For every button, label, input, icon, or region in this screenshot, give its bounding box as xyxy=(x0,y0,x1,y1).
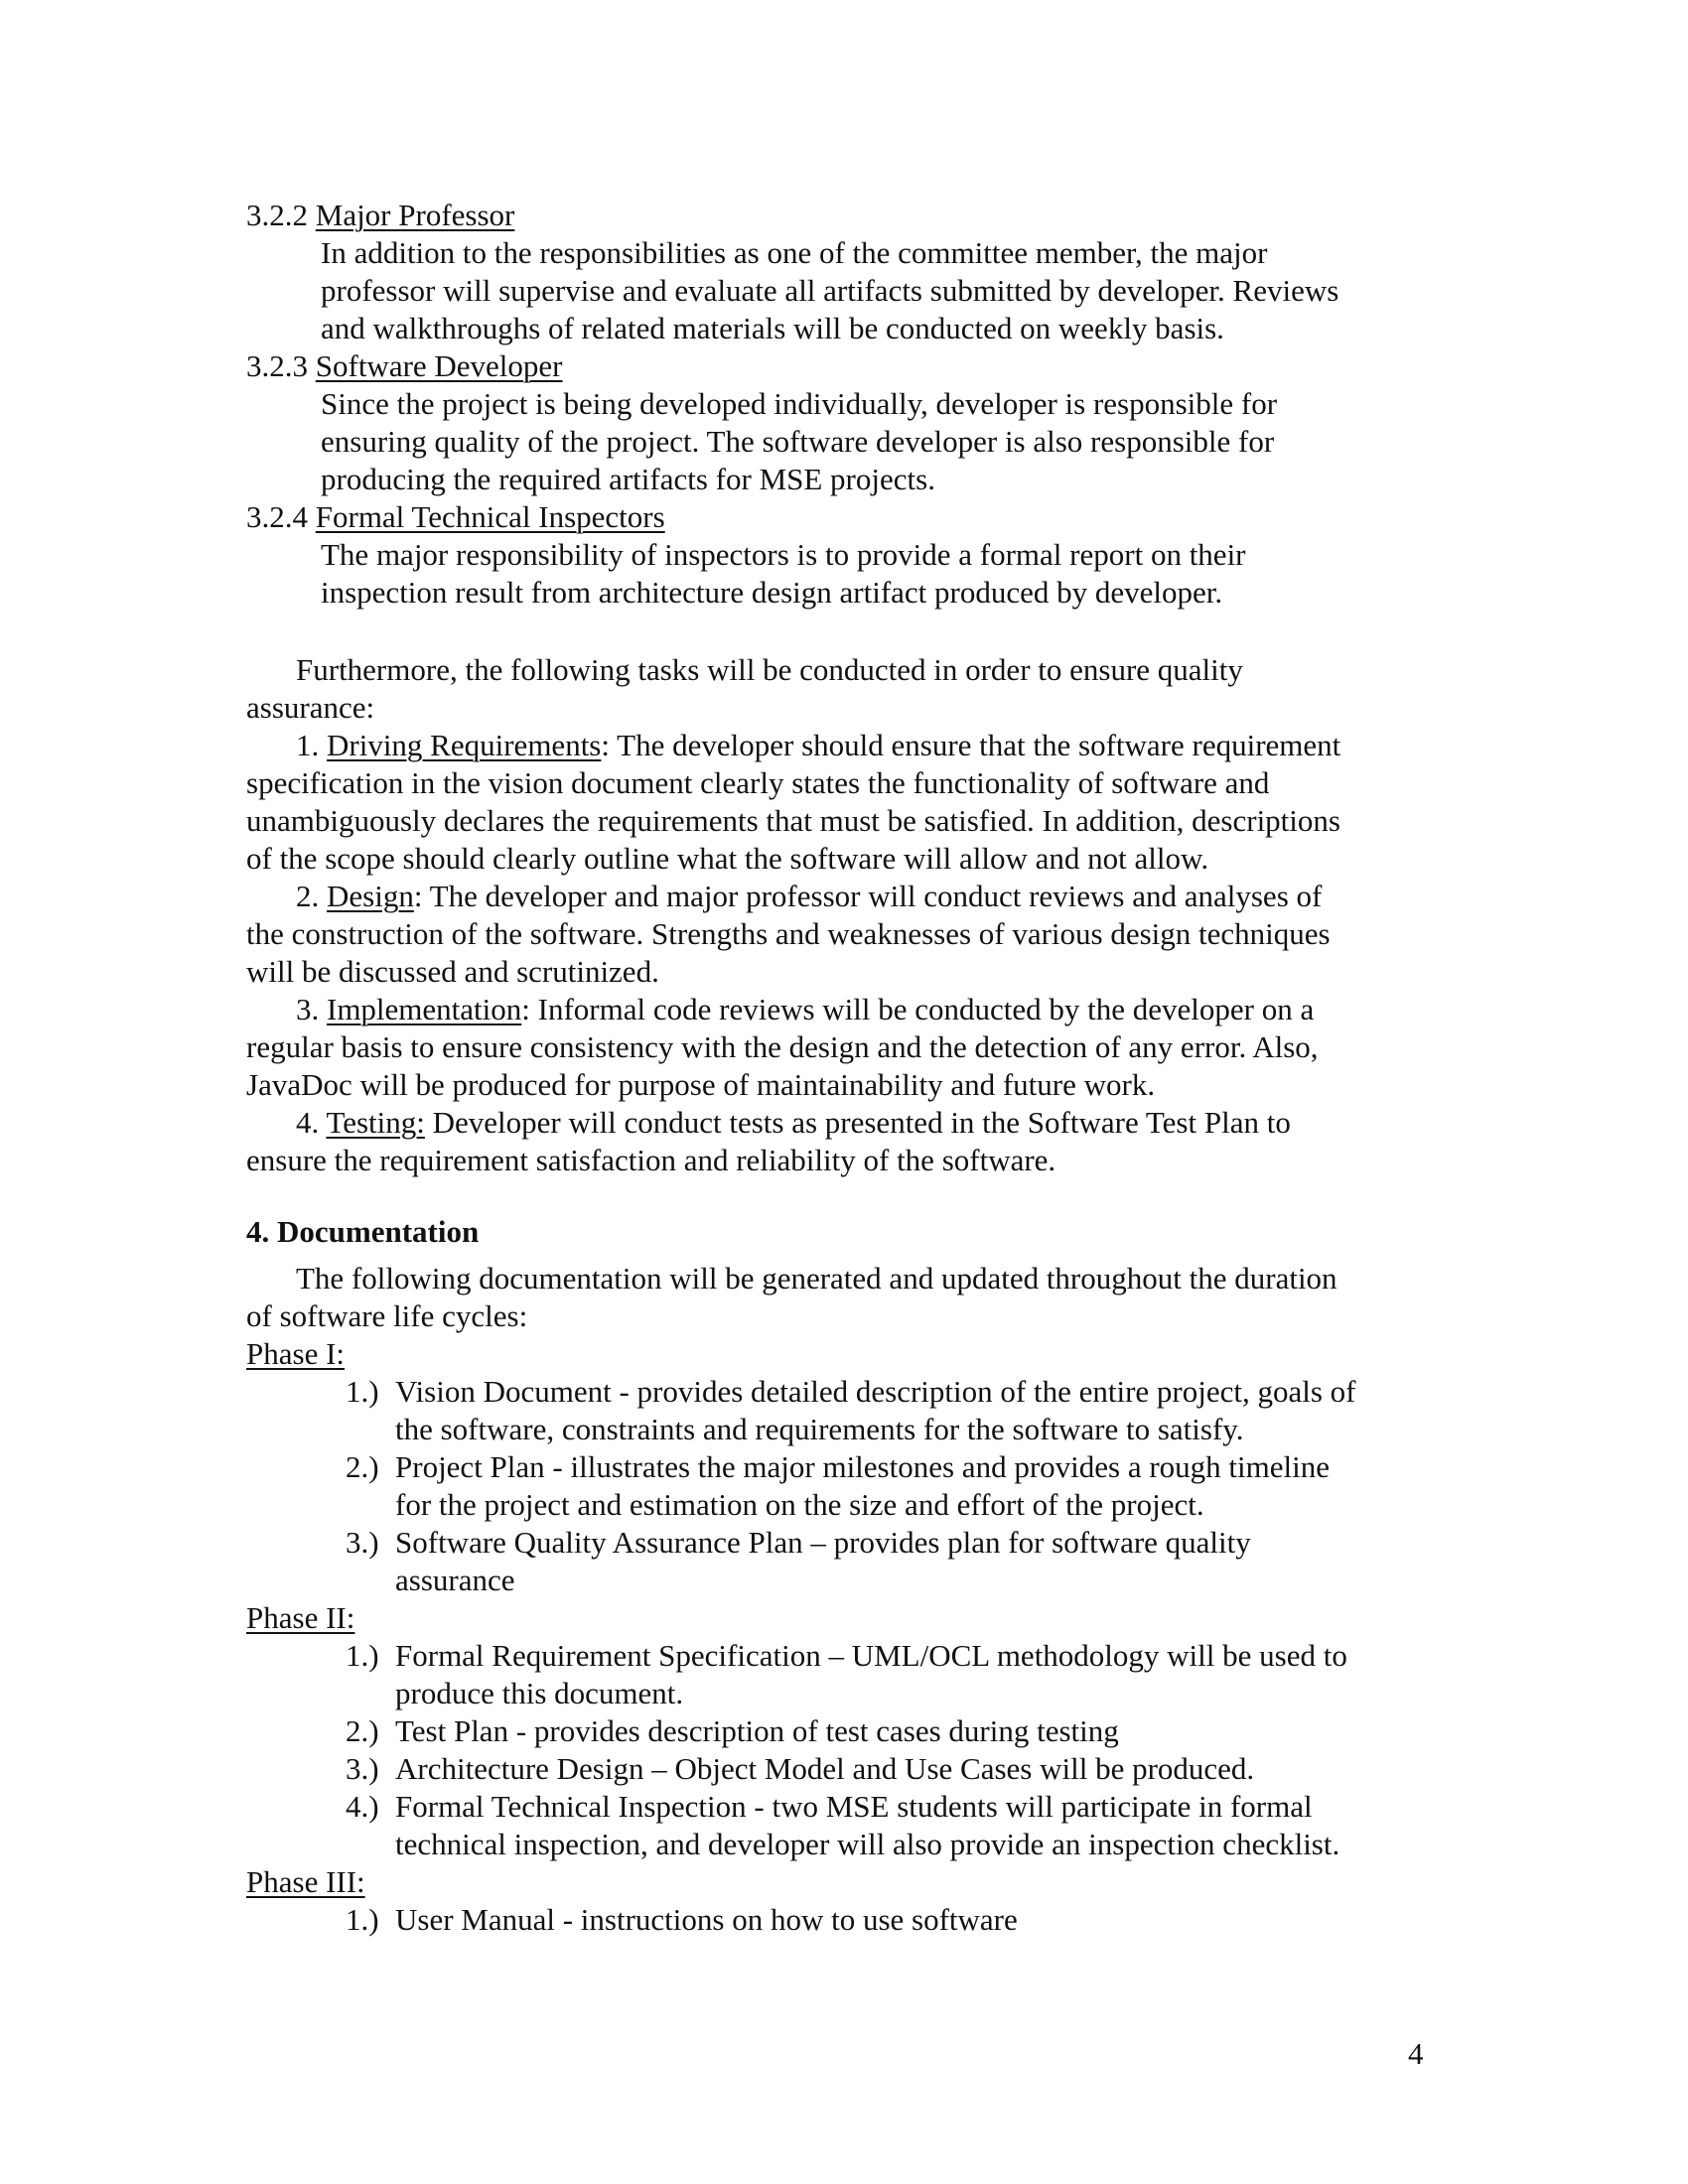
task-item-first-line xyxy=(296,991,1314,1028)
paragraph-line: ensuring quality of the project. The software developer is also responsible for xyxy=(321,424,1275,459)
paragraph-line: In addition to the responsibilities as one of the committee member, the major xyxy=(321,235,1268,270)
task-term: Driving Requirements xyxy=(327,728,602,762)
list-number: 3.) xyxy=(346,1751,379,1786)
task-text: : The developer and major professor will conduct reviews and analyses of xyxy=(413,879,1323,913)
paragraph-line: inspection result from architecture design artifact produced by developer. xyxy=(321,575,1223,610)
task-line: will be discussed and scrutinized. xyxy=(246,954,659,989)
list-item-line: Software Quality Assurance Plan – provides plan for software quality xyxy=(395,1525,1251,1560)
task-number: 4. xyxy=(296,1105,320,1140)
task-line: ensure the requirement satisfaction and reliability of the software. xyxy=(246,1143,1056,1177)
task-term: Design xyxy=(327,879,414,913)
section-322-heading xyxy=(246,197,514,234)
list-number: 1.) xyxy=(346,1374,379,1409)
task-text: : Informal code reviews will be conducted by the developer on a xyxy=(521,992,1315,1026)
task-line: of the scope should clearly outline what the software will allow and not allow. xyxy=(246,841,1209,876)
list-number: 1.) xyxy=(346,1902,379,1937)
section-324-heading xyxy=(246,498,665,536)
list-item-line: Test Plan - provides description of test cases during testing xyxy=(395,1713,1119,1748)
section-number: 3.2.3 xyxy=(246,348,308,383)
phase-3-label: Phase III: xyxy=(246,1864,365,1899)
list-item-line: assurance xyxy=(395,1563,515,1597)
task-text: : The developer should ensure that the software requirement xyxy=(601,728,1341,762)
list-number: 2.) xyxy=(346,1449,379,1484)
section-title: Software Developer xyxy=(315,348,563,383)
task-item-first-line xyxy=(296,727,1340,764)
task-number: 2. xyxy=(296,879,320,913)
tasks-intro-line: assurance: xyxy=(246,690,375,725)
task-item-first-line xyxy=(296,878,1322,915)
task-number: 1. xyxy=(296,728,320,762)
list-item-line: Formal Technical Inspection - two MSE students will participate in formal xyxy=(395,1789,1313,1824)
task-term: Implementation xyxy=(327,992,522,1026)
list-item-line: Formal Requirement Specification – UML/OCL methodology will be used to xyxy=(395,1638,1347,1673)
list-item-line: for the project and estimation on the size and effort of the project. xyxy=(395,1487,1204,1522)
section-title: Major Professor xyxy=(315,198,515,232)
task-line: JavaDoc will be produced for purpose of maintainability and future work. xyxy=(246,1067,1156,1102)
section-number: 3.2.4 xyxy=(246,499,308,534)
page-number: 4 xyxy=(1408,2036,1424,2071)
paragraph-line: and walkthroughs of related materials will be conducted on weekly basis. xyxy=(321,311,1224,345)
list-item-line: technical inspection, and developer will also provide an inspection checklist. xyxy=(395,1827,1340,1861)
task-term: Testing: xyxy=(326,1105,425,1140)
paragraph-line: professor will supervise and evaluate all artifacts submitted by developer. Reviews xyxy=(321,273,1339,308)
list-number: 3.) xyxy=(346,1525,379,1560)
task-line: unambiguously declares the requirements that must be satisfied. In addition, descriptions xyxy=(246,803,1340,838)
task-line: specification in the vision document clearly states the functionality of software and xyxy=(246,765,1270,800)
paragraph-line: The major responsibility of inspectors is to provide a formal report on their xyxy=(321,537,1246,572)
list-item-line: Project Plan - illustrates the major milestones and provides a rough timeline xyxy=(395,1449,1330,1484)
section-number: 3.2.2 xyxy=(246,198,308,232)
task-item-first-line xyxy=(296,1104,1291,1142)
phase-2-label: Phase II: xyxy=(246,1600,355,1635)
paragraph-line: producing the required artifacts for MSE projects. xyxy=(321,462,935,496)
documentation-intro-line: of software life cycles: xyxy=(246,1298,528,1333)
task-line: the construction of the software. Strengths and weaknesses of various design techniques xyxy=(246,916,1331,951)
list-item-line: Architecture Design – Object Model and Use Cases will be produced. xyxy=(395,1751,1255,1786)
documentation-heading: 4. Documentation xyxy=(246,1214,480,1249)
task-line: regular basis to ensure consistency with the design and the detection of any error. Also, xyxy=(246,1029,1319,1064)
list-number: 2.) xyxy=(346,1713,379,1748)
list-number: 4.) xyxy=(346,1789,379,1824)
section-323-heading xyxy=(246,347,563,385)
list-item-line: User Manual - instructions on how to use software xyxy=(395,1902,1018,1937)
list-number: 1.) xyxy=(346,1638,379,1673)
phase-1-label: Phase I: xyxy=(246,1336,346,1371)
tasks-intro-line: Furthermore, the following tasks will be conducted in order to ensure quality xyxy=(296,652,1243,687)
section-title: Formal Technical Inspectors xyxy=(315,499,665,534)
list-item-line: the software, constraints and requirements for the software to satisfy. xyxy=(395,1412,1244,1446)
paragraph-line: Since the project is being developed individually, developer is responsible for xyxy=(321,386,1278,421)
task-number: 3. xyxy=(296,992,320,1026)
task-text: Developer will conduct tests as presented in the Software Test Plan to xyxy=(424,1105,1291,1140)
list-item-line: Vision Document - provides detailed description of the entire project, goals of xyxy=(395,1374,1356,1409)
list-item-line: produce this document. xyxy=(395,1676,684,1710)
documentation-intro-line: The following documentation will be generated and updated throughout the duration xyxy=(296,1261,1337,1296)
